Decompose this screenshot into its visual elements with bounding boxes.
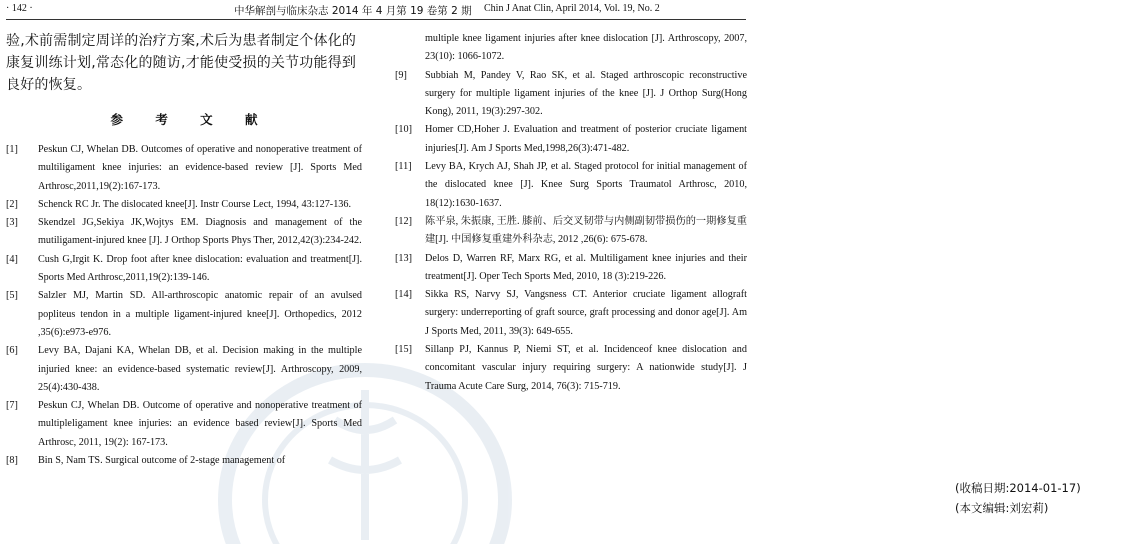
reference-entry bbox=[6, 251, 362, 288]
reference-number: [11] bbox=[395, 161, 412, 173]
reference-number: [8] bbox=[6, 455, 18, 467]
reference-entry bbox=[395, 121, 747, 158]
reference-number: [14] bbox=[395, 289, 412, 301]
editor-note: (本文编辑:刘宏莉) bbox=[955, 501, 1049, 515]
reference-text: Homer CD,Hoher J. Evaluation and treatment of posterior cruciate ligament injuries[J]. Am J Sports Med,1998,26(3):471-482. bbox=[425, 124, 747, 154]
header-rule bbox=[6, 19, 746, 20]
reference-number: [10] bbox=[395, 124, 412, 136]
reference-entry-continued bbox=[395, 30, 747, 67]
body-paragraph: 验,术前需制定周详的治疗方案,术后为患者制定个体化的康复训练计划,常态化的随访,才能使受损的关节功能得到良好的恢复。 bbox=[6, 33, 357, 93]
reference-text: Levy BA, Dajani KA, Whelan DB, et al. Decision making in the multiple injuried knee: an evidence-based systematic review[J]. Arthroscopy, 2009, 25(4):430-438. bbox=[38, 345, 362, 393]
reference-entry bbox=[6, 214, 362, 251]
reference-entry bbox=[395, 250, 747, 287]
references-list-right bbox=[395, 67, 747, 396]
reference-text: Salzler MJ, Martin SD. All-arthroscopic anatomic repair of an avulsed popliteus tendon in a multiple ligament-injured knee[J]. Orthopedics, 2012 ,35(6):e973-e976. bbox=[38, 290, 362, 338]
reference-entry bbox=[395, 213, 747, 250]
reference-entry bbox=[6, 342, 362, 397]
reference-number: [4] bbox=[6, 253, 18, 265]
reference-number: [12] bbox=[395, 215, 412, 227]
reference-entry bbox=[395, 158, 747, 213]
page-number: · 142 · bbox=[6, 3, 33, 14]
reference-entry bbox=[6, 141, 362, 196]
right-column bbox=[395, 30, 1081, 515]
reference-number: [9] bbox=[395, 69, 407, 81]
reference-text: 陈平泉, 朱振康, 王胜. 膝前、后交叉韧带与内侧副韧带损伤的一期修复重建[J]. 中国修复重建外科杂志, 2012 ,26(6): 675-678. bbox=[425, 215, 747, 246]
reference-entry bbox=[395, 286, 747, 341]
reference-number: [15] bbox=[395, 344, 412, 356]
reference-number: [13] bbox=[395, 252, 412, 264]
reference-text: Schenck RC Jr. The dislocated knee[J]. Instr Course Lect, 1994, 43:127-136. bbox=[38, 198, 352, 210]
reference-entry bbox=[6, 196, 362, 214]
reference-number: [2] bbox=[6, 198, 18, 210]
reference-number: [5] bbox=[6, 290, 18, 302]
reference-text: Levy BA, Krych AJ, Shah JP, et al. Staged protocol for initial management of the dislocated knee [J]. Knee Surg Sports Traumatol Arthrosc, 2010, 18(12):1630-1637. bbox=[425, 161, 747, 209]
references-heading: 参 考 文 献 bbox=[110, 112, 272, 127]
reference-text: Subbiah M, Pandey V, Rao SK, et al. Staged arthroscopic reconstructive surgery for multiple ligament injuries of the knee [J]. J Orthop Surg(Hong Kong), 2011, 19(3):297-302. bbox=[425, 69, 747, 118]
reference-text: Sikka RS, Narvy SJ, Vangsness CT. Anterior cruciate ligament allograft surgery: underreporting of graft source, graft processing and donor age[J]. Am J Sports Med, 2011, 39(3): 649-655. bbox=[425, 289, 747, 337]
journal-title-en: Chin J Anat Clin, April 2014, Vol. 19, No. 2 bbox=[484, 3, 660, 14]
running-header bbox=[0, 0, 755, 22]
reference-text: multiple knee ligament injuries after knee dislocation [J]. Arthroscopy, 2007, 23(10): 1066-1072. bbox=[425, 33, 747, 63]
reference-number: [1] bbox=[6, 144, 18, 155]
reference-text: Peskun CJ, Whelan DB. Outcome of operative and nonoperative treatment of multipleligament knee injuries: an evidence based review[J]. Sports Med Arthrosc, 2011, 19(2): 167-173. bbox=[38, 400, 362, 448]
reference-entry bbox=[395, 67, 747, 122]
reference-text: Skendzel JG,Sekiya JK,Wojtys EM. Diagnosis and management of the mutiligament-injured knee [J]. J Orthop Sports Phys Ther, 2012,42(3):234-242. bbox=[38, 217, 362, 247]
journal-title-cn: 中华解剖与临床杂志 2014 年 4 月第 19 卷第 2 期 bbox=[234, 5, 472, 17]
reference-entry bbox=[6, 287, 362, 342]
reference-entry bbox=[6, 397, 362, 452]
reference-number: [3] bbox=[6, 217, 18, 229]
reference-entry bbox=[6, 452, 362, 470]
reference-text: Bin S, Nam TS. Surgical outcome of 2-stage management of bbox=[38, 455, 286, 467]
reference-entry bbox=[395, 341, 747, 396]
reference-text: Sillanp PJ, Kannus P, Niemi ST, et al. Incidenceof knee dislocation and concomitant vascular injury requiring surgery: A nationwide study[J]. J Trauma Acute Care Surg, 2014, 76(3): 715-719. bbox=[425, 344, 747, 392]
reference-text: Peskun CJ, Whelan DB. Outcomes of operative and nonoperative treatment of multiligament knee injuries: an evidence-based review [J]. Sports Med Arthrosc,2011,19(2):167-173. bbox=[38, 144, 362, 192]
references-list-left bbox=[6, 141, 362, 470]
received-date: (收稿日期:2014-01-17) bbox=[955, 481, 1081, 495]
reference-text: Cush G,Irgit K. Drop foot after knee dislocation: evaluation and treatment[J]. Sports Med Arthrosc,2011,19(2):139-146. bbox=[38, 253, 362, 284]
reference-number: [6] bbox=[6, 345, 18, 357]
left-column bbox=[6, 30, 362, 470]
reference-number: [7] bbox=[6, 400, 18, 412]
reference-text: Delos D, Warren RF, Marx RG, et al. Multiligament knee injuries and their treatment[J]. Oper Tech Sports Med, 2010, 18 (3):219-226. bbox=[425, 252, 747, 282]
